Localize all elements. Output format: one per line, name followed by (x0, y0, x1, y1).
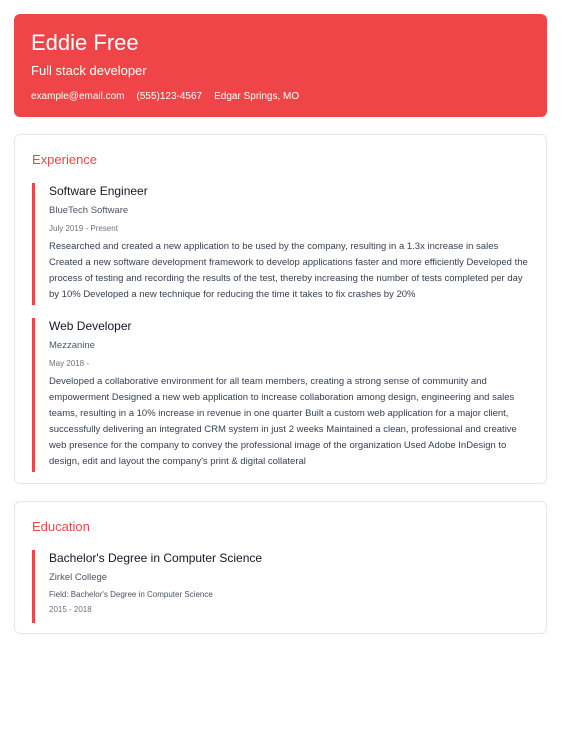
degree-name: Bachelor's Degree in Computer Science (49, 551, 263, 565)
job-dates: May 2018 - (49, 359, 90, 368)
job-role: Web Developer (49, 319, 132, 333)
job-role: Software Engineer (49, 184, 148, 198)
experience-entry (32, 318, 529, 472)
experience-entry (32, 183, 529, 305)
job-description: Developed a collaborative environment for all team members, creating a strong sense of community and empowerment Designed a new web application to increase collaboration among design, engineering and sales teams, resulting in a 10% increase in revenue in one quarter Built a custom web application for a major client, successfully delivering an integrated CRM system in just 2 weeks Maintained a clean, professional and creative web presence for the company to convey the professional image of the organization Used Adobe InDesign to design, edit and layout the company's print & digital collateral (49, 376, 517, 467)
job-dates: July 2019 - Present (49, 224, 118, 233)
education-section (14, 501, 547, 634)
study-field: Field: Bachelor's Degree in Computer Science (49, 590, 213, 599)
contact-info (31, 91, 530, 103)
job-description: Researched and created a new application to be used by the company, resulting in a 1.3x increase in sales Created a new software development framework to develop applications faster and more efficiently Developed the process of testing and recording the results of the test, thereby increasing the number of tests completed per day by 10% Developed a new technique for reducing the time it takes to fix crashes by 20% (49, 241, 528, 300)
candidate-name: Eddie Free (31, 30, 139, 55)
company-name: Mezzanine (49, 340, 95, 351)
section-title: Experience (32, 152, 98, 167)
experience-section (14, 134, 547, 484)
candidate-title: Full stack developer (31, 63, 147, 78)
education-dates: 2015 - 2018 (49, 605, 92, 614)
resume-header (14, 14, 547, 117)
contact-phone[interactable]: (555)123-4567 (136, 91, 203, 102)
education-entry (32, 550, 529, 623)
company-name: BlueTech Software (49, 205, 129, 216)
section-title: Education (32, 519, 90, 534)
school-name: Zirkel College (49, 572, 108, 583)
contact-location: Edgar Springs, MO (214, 91, 300, 102)
contact-email[interactable]: example@email.com (31, 91, 125, 102)
